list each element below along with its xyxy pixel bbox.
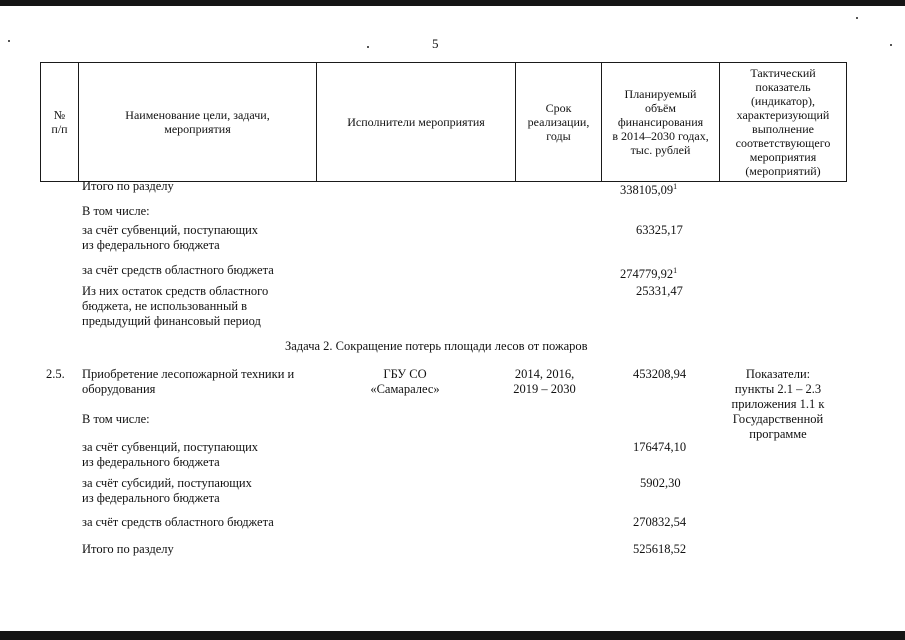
scan-border-bottom [0, 631, 905, 640]
section1-including-label: В том числе: [82, 204, 150, 218]
section1-total-label: Итого по разделу [82, 179, 174, 193]
header-col-number: № п/п [51, 108, 68, 136]
header-col-executor: Исполнители мероприятия [316, 63, 515, 181]
scan-border-top [0, 0, 905, 6]
item25-regional-value: 270832,54 [633, 515, 687, 529]
item25-subventions-value: 176474,10 [633, 440, 687, 454]
section2-total-label: Итого по разделу [82, 542, 174, 556]
section1-federal-value: 63325,17 [636, 223, 683, 237]
section1-remainder-label: Из них остаток средств областного бюджета, не использованный в предыдущий финансовый период [82, 284, 269, 328]
item25-including-label: В том числе: [82, 412, 150, 426]
scan-speck [367, 46, 369, 48]
item25-subsidies-label: за счёт субсидий, поступающих из федерального бюджета [82, 476, 252, 505]
item25-term: 2014, 2016, 2019 – 2030 [513, 367, 576, 396]
item25-regional-label: за счёт средств областного бюджета [82, 515, 274, 529]
item25-indicator: Показатели: пункты 2.1 – 2.3 приложения 1.1 к Государственной программе [731, 367, 825, 441]
item25-name: Приобретение лесопожарной техники и оборудования [82, 367, 295, 396]
item25-executor: ГБУ СО «Самаралес» [370, 367, 440, 396]
page-number: 5 [432, 36, 439, 51]
scan-speck [890, 44, 892, 46]
scan-speck [8, 40, 10, 42]
section1-regional-value: 274779,92$^1$ [620, 266, 678, 281]
section1-federal-label: за счёт субвенций, поступающих из федерального бюджета [82, 223, 259, 252]
item25-number: 2.5. [46, 367, 65, 381]
section1-regional-label: за счёт средств областного бюджета [82, 263, 274, 277]
header-col-financing: Планируемый объём финансирования в 2014–2030 годах, тыс. рублей [601, 63, 719, 181]
header-col-indicator: Тактический показатель (индикатор), характеризующий выполнение соответствующего мероприятия (мероприятий) [719, 63, 846, 181]
header-col-term: Срок реализации, годы [515, 63, 601, 181]
section2-total-value: 525618,52 [633, 542, 687, 556]
item25-subsidies-value: 5902,30 [640, 476, 681, 490]
task2-heading: Задача 2. Сокращение потерь площади лесов от пожаров [285, 339, 588, 353]
section1-total-value: 338105,09$^1$ [620, 182, 678, 197]
header-col-name: Наименование цели, задачи, мероприятия [78, 63, 316, 181]
section1-remainder-value: 25331,47 [636, 284, 683, 298]
item25-value: 453208,94 [633, 367, 687, 381]
table-header [40, 62, 847, 182]
item25-subventions-label: за счёт субвенций, поступающих из федерального бюджета [82, 440, 259, 469]
scan-speck [856, 17, 858, 19]
